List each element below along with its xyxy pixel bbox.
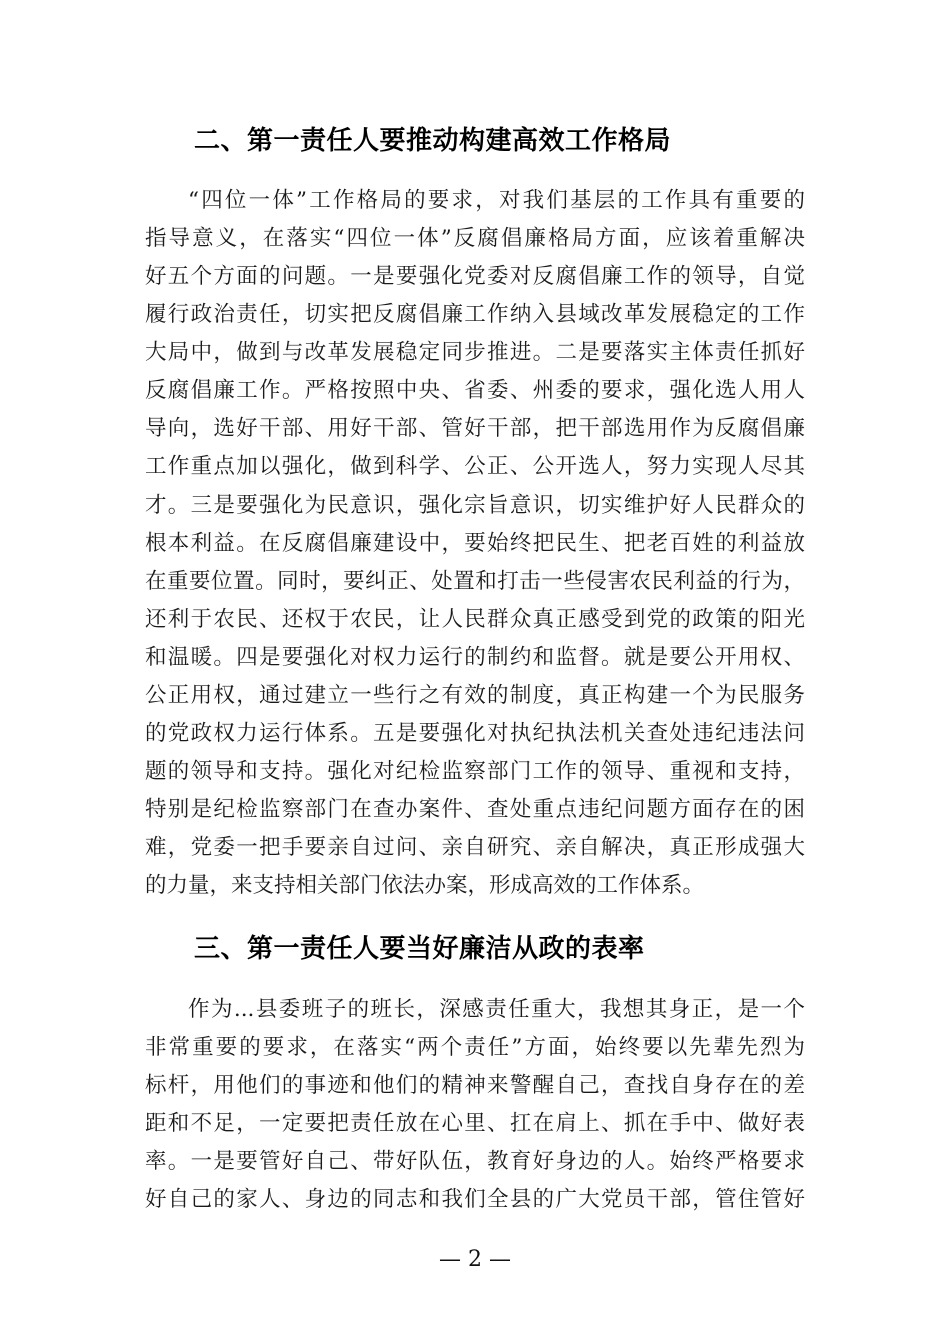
section-3-line: 好自己的家人、身边的同志和我们全县的广大党员干部，管住管好 [145, 1187, 805, 1212]
section-2-line: 根本利益。在反腐倡廉建设中，要始终把民生、把老百姓的利益放 [145, 531, 805, 556]
page-number: — 2 — [439, 1247, 511, 1272]
section-2-line: 反腐倡廉工作。严格按照中央、省委、州委的要求，强化选人用人 [145, 378, 805, 403]
section-2-line: 难，党委一把手要亲自过问、亲自研究、亲自解决，真正形成强大 [145, 835, 805, 860]
section-2-line: “四位一体”工作格局的要求，对我们基层的工作具有重要的 [188, 188, 805, 213]
section-2-line: 题的领导和支持。强化对纪检监察部门工作的领导、重视和支持， [145, 759, 805, 784]
section-2-line: 特别是纪检监察部门在查办案件、查处重点违纪问题方面存在的困 [145, 797, 805, 822]
section-2-line: 还利于农民、还权于农民，让人民群众真正感受到党的政策的阳光 [145, 607, 805, 632]
section-2-line: 履行政治责任，切实把反腐倡廉工作纳入县域改革发展稳定的工作 [145, 302, 805, 327]
section-3-heading: 三、第一责任人要当好廉洁从政的表率 [194, 934, 645, 964]
section-2-line: 大局中，做到与改革发展稳定同步推进。二是要落实主体责任抓好 [145, 340, 805, 365]
section-2-line: 在重要位置。同时，要纠正、处置和打击一些侵害农民利益的行为， [145, 569, 805, 594]
section-2-line: 好五个方面的问题。一是要强化党委对反腐倡廉工作的领导，自觉 [145, 264, 805, 289]
section-2-line: 才。三是要强化为民意识，强化宗旨意识，切实维护好人民群众的 [145, 493, 805, 518]
section-2-line: 的力量，来支持相关部门依法办案，形成高效的工作体系。 [145, 873, 705, 898]
section-2-line: 工作重点加以强化，做到科学、公正、公开选人，努力实现人尽其 [145, 454, 805, 479]
section-2-heading: 二、第一责任人要推动构建高效工作格局 [194, 126, 672, 156]
section-2-line: 公正用权，通过建立一些行之有效的制度，真正构建一个为民服务 [145, 683, 805, 708]
section-2-line: 的党政权力运行体系。五是要强化对执纪执法机关查处违纪违法问 [145, 721, 805, 746]
section-3-line: 作为...县委班子的班长，深感责任重大，我想其身正，是一个 [188, 997, 805, 1022]
section-3-line: 距和不足，一定要把责任放在心里、扛在肩上、抓在手中、做好表 [145, 1111, 805, 1136]
section-2-line: 导向，选好干部、用好干部、管好干部，把干部选用作为反腐倡廉 [145, 416, 805, 441]
section-2-line: 指导意义，在落实“四位一体”反腐倡廉格局方面，应该着重解决 [145, 226, 805, 251]
section-3-line: 标杆，用他们的事迹和他们的精神来警醒自己，查找自身存在的差 [145, 1073, 805, 1098]
section-3-line: 率。一是要管好自己、带好队伍，教育好身边的人。始终严格要求 [145, 1149, 805, 1174]
section-3-line: 非常重要的要求，在落实“两个责任”方面，始终要以先辈先烈为 [145, 1035, 805, 1060]
section-2-line: 和温暖。四是要强化对权力运行的制约和监督。就是要公开用权、 [145, 645, 805, 670]
